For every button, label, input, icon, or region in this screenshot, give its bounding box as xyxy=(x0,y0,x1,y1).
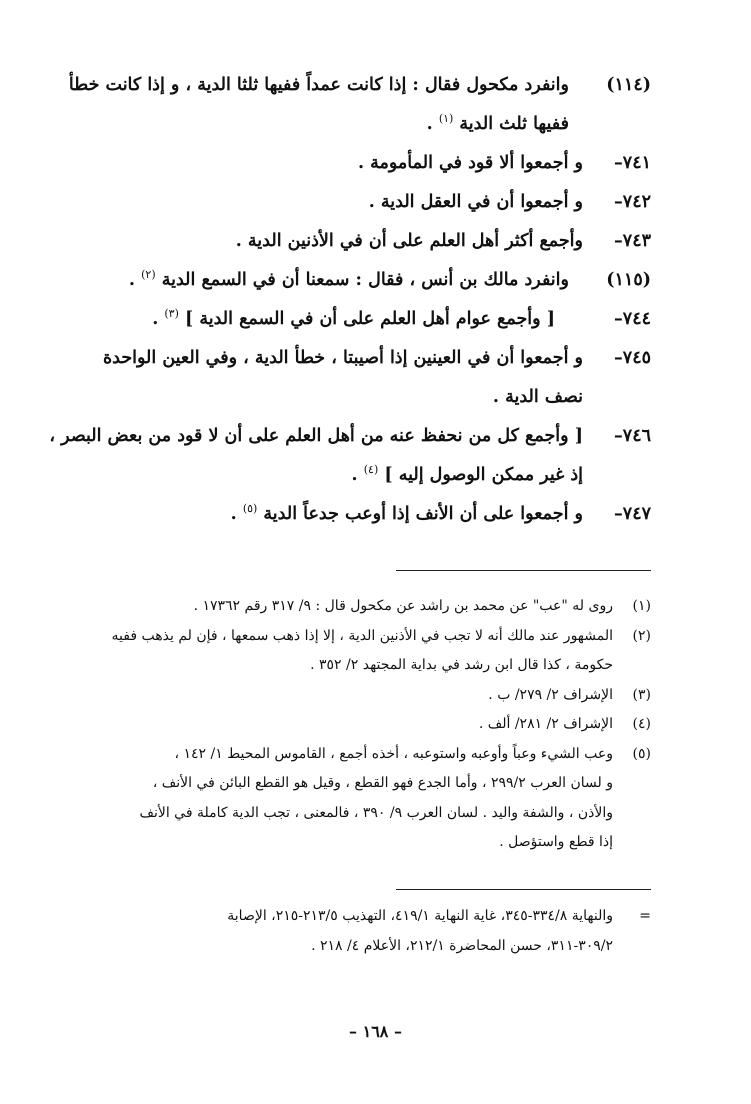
footnote-line: إذا قطع واستؤصل . xyxy=(499,834,613,850)
footnote-line: المشهور عند مالك أنه لا تجب في الأذنين الدية ، إلا إذا ذهب سمعها ، فإن لم يذهب ففيه xyxy=(111,627,613,644)
footnote-line: الإشراف ٢/ ٢٧٩/ ب . xyxy=(488,686,613,703)
footnote-line: الإشراف ٢/ ٢٨١/ ألف . xyxy=(478,716,613,732)
footnote-line: روى له "عب" عن محمد بن راشد عن مكحول قال : ٩/ ٣١٧ رقم ١٧٣٦٢ . xyxy=(193,598,613,614)
entry-number: ٧٤٤– xyxy=(614,309,651,329)
footnote-line: و لسان العرب ٢٩٩/٢ ، وأما الجدع فهو القطع ، وقيل هو القطع البائن في الأنف ، xyxy=(152,775,613,791)
footnote-number: (٥) xyxy=(632,745,651,762)
entry-line: وانفرد مكحول فقال : إذا كانت عمداً ففيها ثلثا الدية ، و إذا كانت خطأ xyxy=(68,75,569,95)
entry-line: نصف الدية . xyxy=(492,387,583,407)
entry-tail: . xyxy=(152,309,165,329)
continued-note-line: ٣٠٩/٢-٣١١، حسن المحاضرة ٢١٢/١، الأعلام ٤/ ٢١٨ . xyxy=(311,937,613,954)
entry-line-text: إذ غير ممكن الوصول إليه ] xyxy=(384,465,583,485)
entry-line xyxy=(47,300,555,339)
footnote-5 xyxy=(47,740,651,858)
entry-114 xyxy=(47,66,651,144)
entry-text xyxy=(47,300,555,339)
footnote-ref: (٢) xyxy=(141,268,156,282)
entry-line xyxy=(47,495,583,534)
entry-number: ٧٤٦– xyxy=(614,426,651,446)
footnote-number: (٢) xyxy=(632,627,651,644)
footnote-number: (٤) xyxy=(632,716,651,732)
footnote-number: (٣) xyxy=(632,686,651,703)
entry-line-text: وانفرد مالك بن أنس ، فقال : سمعنا أن في السمع الدية xyxy=(161,270,569,290)
entry-746 xyxy=(47,417,651,495)
entry-text xyxy=(47,261,569,300)
entry-text xyxy=(47,222,583,261)
footnote-text xyxy=(47,710,613,740)
entry-line-text: [ وأجمع عوام أهل العلم على أن في السمع الدية ] xyxy=(184,309,555,329)
entry-text xyxy=(47,495,583,534)
entry-tail: . xyxy=(426,114,439,134)
entry-line-text: ففيها ثلث الدية xyxy=(459,114,569,134)
entry-tail: . xyxy=(128,270,142,290)
continued-note xyxy=(47,902,651,961)
entry-number: (١١٥) xyxy=(606,270,651,290)
footnote-ref: (٤) xyxy=(363,463,379,477)
entry-text xyxy=(47,144,583,183)
footnote-ref: (٥) xyxy=(242,502,258,516)
entry-number: (١١٤) xyxy=(606,75,651,95)
footnote-line: حكومة ، كذا قال ابن رشد في بداية المجتهد ٢/ ٣٥٢ . xyxy=(310,657,613,673)
entry-line xyxy=(47,261,569,300)
entry-line: [ وأجمع كل من نحفظ عنه من أهل العلم على أن لا قود من بعض البصر ، xyxy=(49,426,583,446)
entry-text xyxy=(47,66,569,144)
main-text xyxy=(47,66,651,534)
entry-115 xyxy=(47,261,651,300)
footnote-divider xyxy=(396,570,651,571)
continued-note-line: والنهاية ٣٣٤/٨-٣٤٥، غاية النهاية ٤١٩/١، التهذيب ٢١٣/٥-٢١٥، الإصابة xyxy=(227,908,613,924)
entry-tail: . xyxy=(351,465,364,485)
entry-text xyxy=(47,339,583,417)
footnote-4 xyxy=(47,710,651,740)
footnote-ref: (٣) xyxy=(164,307,179,321)
continuation-mark: = xyxy=(639,908,651,924)
entry-line: و أجمعوا ألا قود في المأمومة . xyxy=(357,153,583,173)
footnote-line: وعب الشيء وعباً وأوعبه واستوعبه ، أخذه أجمع ، القاموس المحيط ١/ ١٤٢ ، xyxy=(174,745,613,762)
footnote-2 xyxy=(47,622,651,681)
entry-line: و أجمعوا أن في العينين إذا أصيبتا ، خطأ الدية ، وفي العين الواحدة xyxy=(102,348,583,368)
footnote-text xyxy=(47,740,613,858)
entry-line: وأجمع أكثر أهل العلم على أن في الأذنين الدية . xyxy=(235,231,583,251)
entry-tail: . xyxy=(230,504,243,524)
entry-line-text: و أجمعوا على أن الأنف إذا أوعب جدعاً الدية xyxy=(263,504,583,524)
entry-line xyxy=(47,456,583,495)
entry-line: و أجمعوا أن في العقل الدية . xyxy=(368,192,583,212)
entry-745 xyxy=(47,339,651,417)
page-number: – ١٦٨ – xyxy=(349,1022,402,1041)
continuation-divider xyxy=(396,889,651,890)
entry-text xyxy=(47,183,583,222)
footnote-ref: (١) xyxy=(438,112,454,126)
entry-number: ٧٤٥– xyxy=(614,348,651,368)
entry-742 xyxy=(47,183,651,222)
entry-741 xyxy=(47,144,651,183)
footnote-text xyxy=(47,681,613,711)
continued-note-text xyxy=(47,902,613,961)
footnote-text xyxy=(47,592,613,622)
entry-text xyxy=(47,417,583,495)
entry-number: ٧٤٢– xyxy=(614,192,651,212)
footnote-number: (١) xyxy=(632,598,651,614)
footnotes xyxy=(47,592,651,858)
entry-number: ٧٤٣– xyxy=(614,231,651,251)
entry-744 xyxy=(47,300,651,339)
footnote-1 xyxy=(47,592,651,622)
entry-number: ٧٤٧– xyxy=(614,504,651,524)
entry-number: ٧٤١– xyxy=(614,153,651,173)
footnote-3 xyxy=(47,681,651,711)
footnote-text xyxy=(47,622,613,681)
entry-743 xyxy=(47,222,651,261)
entry-line xyxy=(47,105,569,144)
footnote-line: والأذن ، والشفة واليد . لسان العرب ٩/ ٣٩٠ ، فالمعنى ، تجب الدية كاملة في الأنف xyxy=(139,804,613,821)
entry-747 xyxy=(47,495,651,534)
